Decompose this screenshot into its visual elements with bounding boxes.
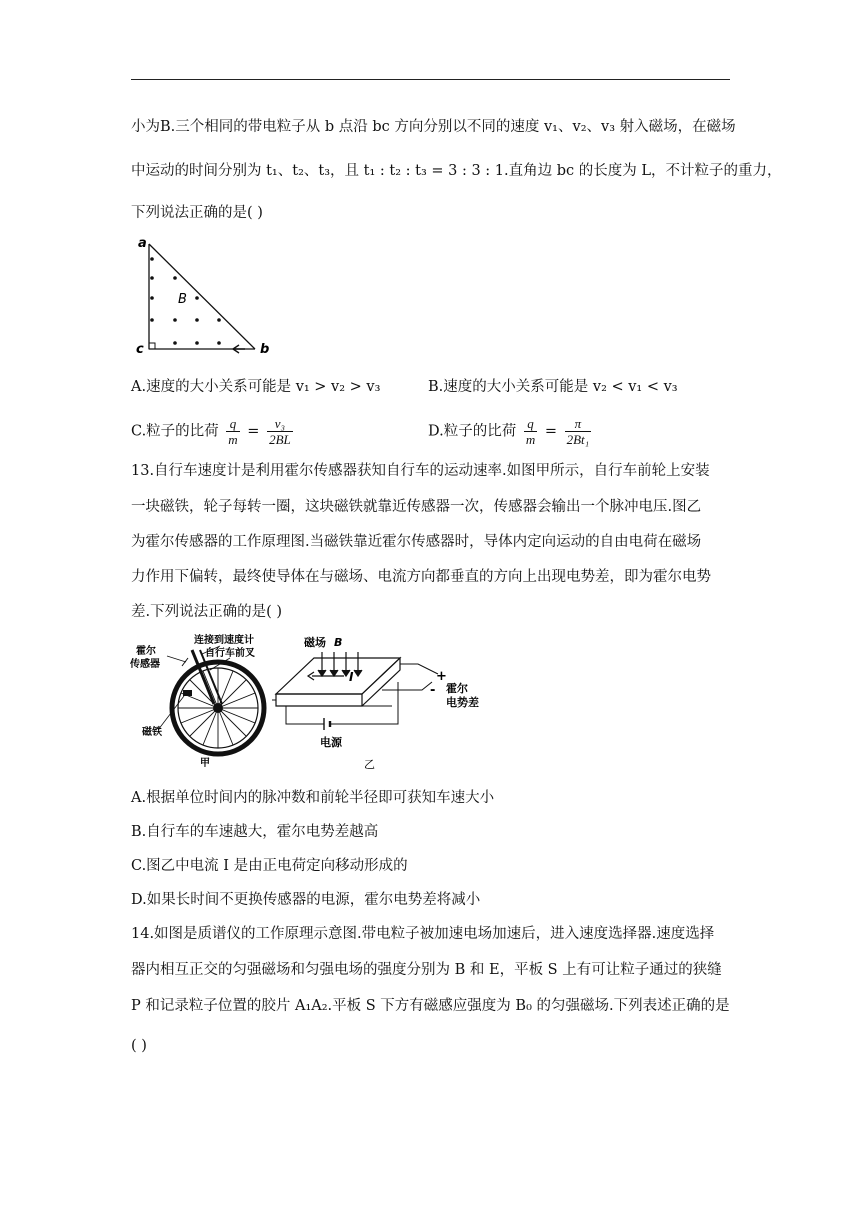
v3-over-2bl-fraction <box>267 416 293 447</box>
q12-option-b: B.速度的大小关系可能是 v₂ < v₁ < v₃ <box>428 379 678 395</box>
q13-line-4: 力作用下偏转，最终使导体在与磁场、电流方向都垂直的方向上出现电势差，即为霍尔电势 <box>131 569 711 585</box>
label-B: B <box>178 292 187 307</box>
q12-option-d-prefix: D.粒子的比荷 <box>428 423 517 440</box>
frac-den: m <box>228 432 238 447</box>
label-a: a <box>138 236 147 251</box>
q13-line-5: 差.下列说法正确的是( ) <box>131 604 283 620</box>
label-b: b <box>260 342 270 357</box>
q13-option-c: C.图乙中电流 I 是由正电荷定向移动形成的 <box>131 858 408 874</box>
equals-sign: = <box>544 423 557 440</box>
label-magnet: 磁铁 <box>142 727 162 738</box>
label-link-speedometer: 连接到速度计 <box>194 635 254 646</box>
label-front-fork: 自行车前叉 <box>205 648 255 659</box>
label-plus: + <box>436 669 447 684</box>
pi-over-2bt1-fraction <box>565 416 592 447</box>
q13-line-1: 13.自行车速度计是利用霍尔传感器获知自行车的运动速率.如图甲所示，自行车前轮上安装 <box>131 463 710 479</box>
caption-yi: 乙 <box>364 758 375 770</box>
q12-option-d <box>428 416 594 447</box>
label-B: B <box>334 636 343 649</box>
q-over-m-fraction <box>226 416 239 447</box>
frac-den: 2Bt₁ <box>566 432 590 447</box>
label-I: I <box>349 670 354 684</box>
q12-line-2: 中运动的时间分别为 t₁、t₂、t₃，且 t₁ : t₂ : t₃ = 3 : 3 : 1.直角边 bc 的长度为 L，不计粒子的重力， <box>131 163 782 179</box>
label-sensor-2: 传感器 <box>130 659 160 670</box>
bicycle-wheel-figure <box>130 630 270 770</box>
q12-line-1: 小为B.三个相同的带电粒子从 b 点沿 bc 方向分别以不同的速度 v₁、v₂、v₃ 射入磁场，在磁场 <box>131 119 736 135</box>
label-hall-1: 霍尔 <box>446 682 468 695</box>
frac-num: q <box>524 416 537 432</box>
q13-option-b: B.自行车的车速越大，霍尔电势差越高 <box>131 824 379 840</box>
label-minus: - <box>430 683 436 698</box>
q13-option-d: D.如果长时间不更换传感器的电源，霍尔电势差将减小 <box>131 892 481 908</box>
q13-option-a: A.根据单位时间内的脉冲数和前轮半径即可获知车速大小 <box>131 790 495 806</box>
label-hall-2: 电势差 <box>446 696 479 709</box>
hall-sensor-figure <box>272 630 504 770</box>
q14-line-1: 14.如图是质谱仪的工作原理示意图.带电粒子被加速电场加速后，进入速度选择器.速度选择 <box>131 926 715 942</box>
label-c: c <box>136 342 144 357</box>
label-sensor-1: 霍尔 <box>136 646 156 657</box>
q12-line-3: 下列说法正确的是( ) <box>131 205 263 221</box>
q13-line-3: 为霍尔传感器的工作原理图.当磁铁靠近霍尔传感器时，导体内定向运动的自由电荷在磁场 <box>131 534 702 550</box>
header-rule <box>131 79 730 80</box>
equals-sign: = <box>247 423 260 440</box>
q-over-m-fraction <box>524 416 537 447</box>
label-power-source: 电源 <box>320 736 342 749</box>
label-field: 磁场 <box>304 636 326 649</box>
field-arrows-icon <box>318 652 362 676</box>
frac-num: q <box>226 416 239 432</box>
frac-num: π <box>565 416 592 432</box>
frac-den: 2BL <box>269 432 291 447</box>
q14-line-2: 器内相互正交的匀强磁场和匀强电场的强度分别为 B 和 E，平板 S 上有可让粒子通过的狭缝 <box>131 962 722 978</box>
caption-jia: 甲 <box>200 758 210 769</box>
q12-option-a: A.速度的大小关系可能是 v₁ > v₂ > v₃ <box>131 379 381 395</box>
q12-option-c-prefix: C.粒子的比荷 <box>131 423 219 440</box>
frac-den: m <box>525 432 536 447</box>
q14-line-4: ( ) <box>131 1038 147 1054</box>
triangle-field-diagram <box>133 234 278 358</box>
q12-option-c <box>131 416 296 447</box>
frac-num: v₃ <box>267 416 293 432</box>
velocity-arrow-icon <box>233 345 245 353</box>
q13-line-2: 一块磁铁，轮子每转一圈，这块磁铁就靠近传感器一次，传感器会输出一个脉冲电压.图乙 <box>131 499 702 515</box>
q14-line-3: P 和记录粒子位置的胶片 A₁A₂.平板 S 下方有磁感应强度为 B₀ 的匀强磁场.下列表述正确的是 <box>131 998 730 1014</box>
